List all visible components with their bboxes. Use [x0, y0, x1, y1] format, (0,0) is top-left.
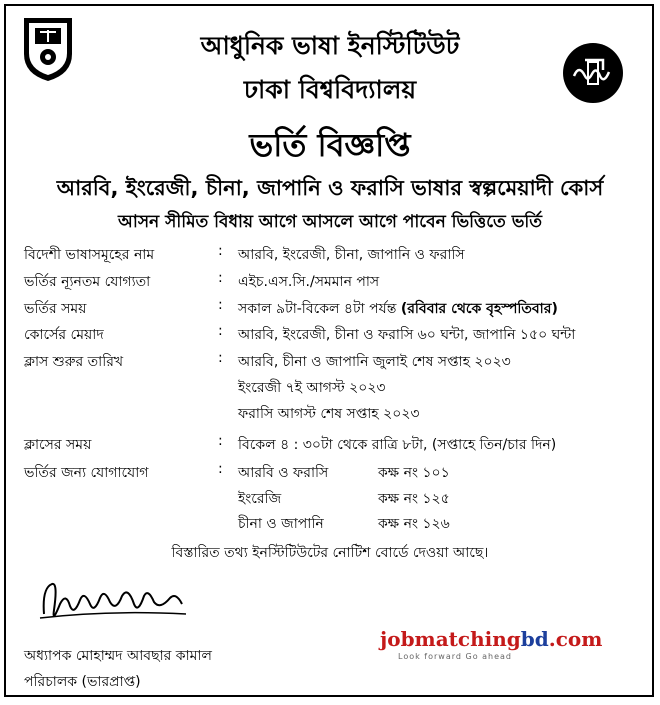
detail-value: বিকেল ৪ : ৩০টা থেকে রাত্রি ৮টা, (সপ্তাহে তিন/চার দিন) [238, 437, 557, 453]
detail-label: ভর্তির সময় [24, 301, 87, 317]
colon: : [218, 461, 223, 477]
colon: : [218, 350, 223, 366]
detail-row [0, 350, 660, 376]
detail-row [0, 297, 660, 323]
seat-notice: আসন সীমিত বিধায় আগে আসলে আগে পাবেন ভিত্তিতে ভর্তি [117, 212, 542, 232]
detail-value: এইচ.এস.সি./সমমান পাস [238, 274, 380, 290]
detail-value: আরবি, ইংরেজী, চীনা ও ফরাসি ৬০ ঘন্টা, জাপানি ১৫০ ঘন্টা [238, 327, 576, 343]
colon: : [218, 323, 223, 339]
contact-language: ইংরেজি [238, 491, 282, 507]
detail-row [0, 243, 660, 269]
university-name: ঢাকা বিশ্ববিদ্যালয় [243, 75, 417, 104]
contact-room: কক্ষ নং ১২৬ [378, 516, 450, 532]
contact-room: কক্ষ নং ১২৫ [378, 491, 450, 507]
detail-label: বিদেশী ভাষাসমূহের নাম [24, 247, 155, 263]
detail-label: ভর্তির ন্যূনতম যোগ্যতা [24, 274, 151, 290]
detail-value: আরবি, চীনা ও জাপানি জুলাই শেষ সপ্তাহ ২০২৩ [238, 354, 511, 370]
signature-icon [38, 574, 188, 628]
detail-label: ভর্তির জন্য যোগাযোগ [24, 465, 149, 481]
colon: : [218, 270, 223, 286]
signatory-title: পরিচালক (ভারপ্রাপ্ত) [24, 674, 141, 690]
contact-language: আরবি ও ফরাসি [238, 465, 329, 481]
contact-room: কক্ষ নং ১০১ [378, 465, 450, 481]
notice-title: ভর্তি বিজ্ঞপ্তি [249, 126, 411, 164]
watermark-tagline: Look forward Go ahead [398, 652, 513, 661]
institute-name: আধুনিক ভাষা ইনস্টিটিউট [200, 31, 460, 60]
signatory-name: অধ্যাপক মোহাম্মদ আবছার কামাল [24, 648, 212, 664]
watermark-part: bd [520, 627, 549, 651]
detail-row [0, 323, 660, 349]
detail-row [0, 270, 660, 296]
class-start-english: ইংরেজী ৭ই আগস্ট ২০২৩ [238, 380, 386, 396]
detail-row [0, 461, 660, 487]
detail-label: ক্লাসের সময় [24, 437, 92, 453]
contact-language: চীনা ও জাপানি [238, 516, 324, 532]
admission-days: (রবিবার থেকে বৃহস্পতিবার) [400, 301, 558, 317]
watermark-part: jobmatching [380, 627, 521, 651]
admission-hours: সকাল ৯টা-বিকেল ৪টা পর্যন্ত [238, 301, 397, 317]
detail-value: আরবি, ইংরেজী, চীনা, জাপানি ও ফরাসি [238, 247, 465, 263]
detail-row [0, 433, 660, 459]
detail-label: ক্লাস শুরুর তারিখ [24, 354, 124, 370]
footer-note: বিস্তারিত তথ্য ইনস্টিটিউটের নোটিশ বোর্ডে দেওয়া আছে। [171, 545, 489, 561]
class-start-french: ফরাসি আগস্ট শেষ সপ্তাহ ২০২৩ [238, 406, 420, 422]
colon: : [218, 297, 223, 313]
course-heading: আরবি, ইংরেজী, চীনা, জাপানি ও ফরাসি ভাষার স্বল্পমেয়াদী কোর্স [56, 176, 604, 200]
watermark-part: .com [548, 627, 603, 651]
watermark-logo [380, 627, 602, 651]
detail-value [238, 297, 558, 321]
detail-label: কোর্সের মেয়াদ [24, 327, 104, 343]
colon: : [218, 243, 223, 259]
colon: : [218, 433, 223, 449]
